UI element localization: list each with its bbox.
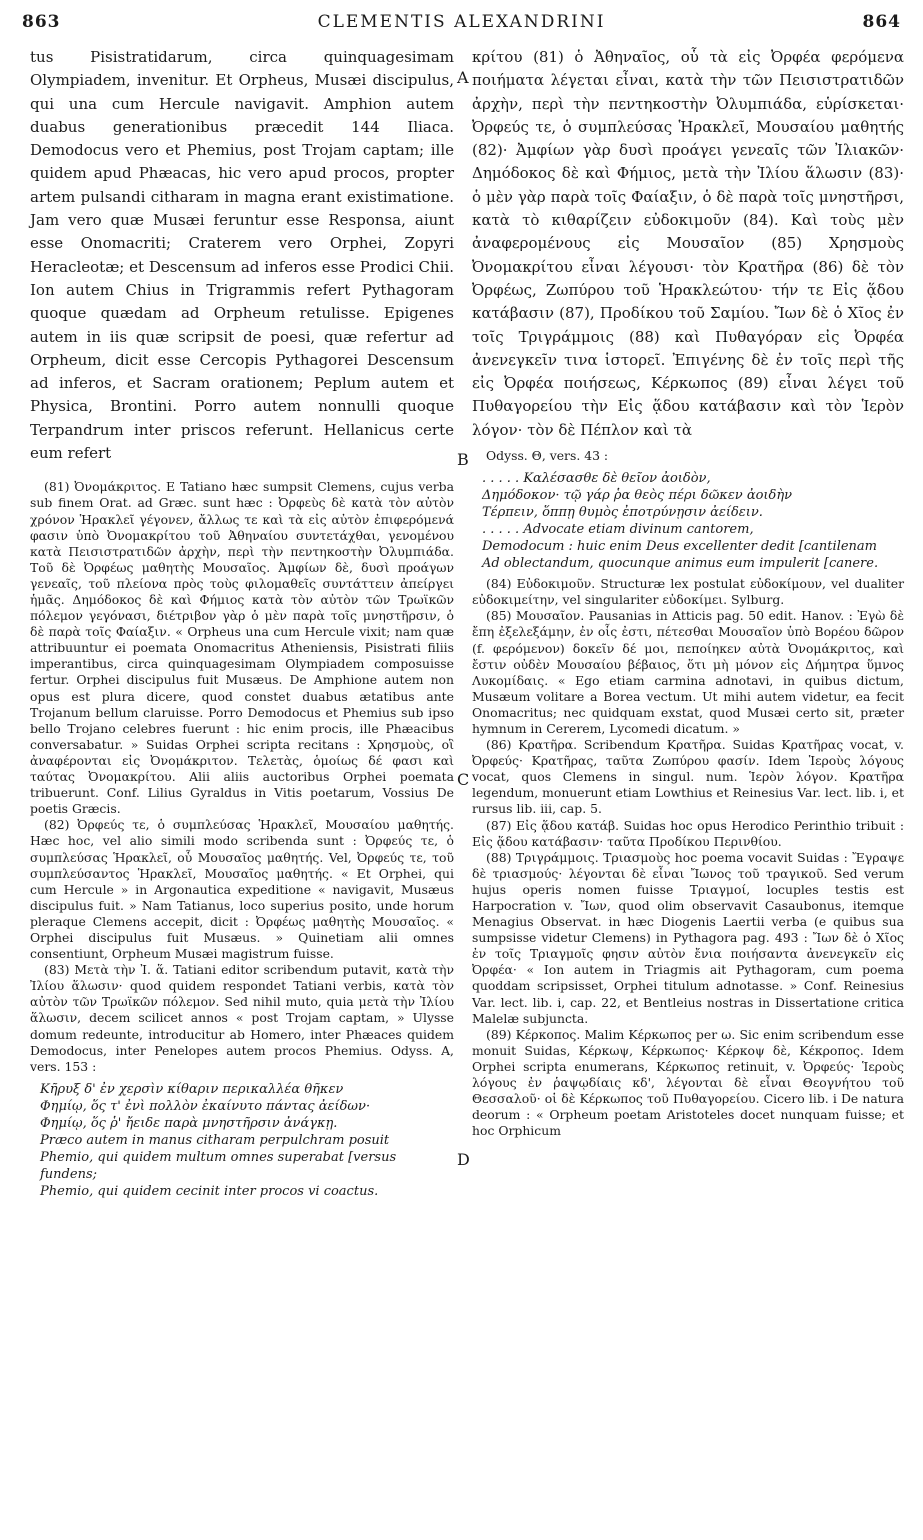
quote-line: Phemio, qui quidem cecinit inter procos vi coactus.	[40, 1183, 379, 1199]
left-column	[30, 46, 454, 1204]
quote-line: Φημίῳ, ὅς τ' ἐνὶ πολλὸν ἐκαίνυτο πάντας ἀείδων·	[40, 1098, 371, 1114]
quote-line: Φημίῳ, ὅς ῥ' ἤειδε παρὰ μνηστῆρσιν ἀνάγκῃ.	[40, 1115, 338, 1131]
footnote-84: (84) Εὐδοκιμοῦν. Structuræ lex postulat εὐδοκίμουν, vel dualiter εὐδοκιμείτην, vel singulariter εὐδοκίμει. Sylburg.	[472, 576, 904, 608]
footnote-83-continued: Odyss. Θ, vers. 43 :	[486, 448, 609, 464]
page-header	[0, 0, 923, 40]
homer-quote-odyssey-th	[482, 470, 904, 572]
footnote-88: (88) Τριγράμμοις. Τριασμοὺς hoc poema vocavit Suidas : Ἔγραψε δὲ τριασμούς· λέγονται δὲ εἶναι Ἴωνος τοῦ τραγικοῦ. Sed verum hujus operis nomen fuisse Τριαγμοί, locuples testis est Harpocration v. Ἴων, quod olim observavit Casaubonus, itemque Menagius Observat. in hæc Diogenis Laertii verba (e quibus sua sumpsisse videtur Clemens) in Pythagora pag. 493 : Ἴων δὲ ὁ Χῖος ἐν τοῖς Τριαγμοῖς φησιν αὐτὸν ἔνια ποιήσαντα ἀνενεγκεῖν εἰς Ὀρφέα· « Ion autem in Triagmis ait Pythagoram, cum poema quoddam scripsisset, Orphei titulum adnotasse. » Conf. Reinesius Var. lect. lib. i, cap. 22, et Bentleius nostras in Dissertatione critica Malelæ subjuncta.	[472, 849, 904, 1026]
footnote-86: (86) Κρατῆρα. Scribendum Κρατῆρα. Suidas Κρατῆρας vocat, v. Ὀρφεύς· Κρατῆρας, ταῦτα Ζωπύρου φασίν. Idem Ἱεροὺς λόγους vocat, quos Clemens in singul. num. Ἱερὸν λόγον. Κρατῆρα legendum, monuerunt etiam Lowthius et Reinesius Var. lect. lib. i, et rursus lib. iii, cap. 5.	[472, 737, 904, 817]
page-number-left: 863	[22, 12, 61, 32]
quote-line: Præco autem in manus citharam perpulchram posuit	[40, 1132, 390, 1148]
left-footnotes	[30, 479, 454, 1199]
margin-letter-b: B	[457, 450, 469, 469]
quote-line: Τέρπειν, ὅππῃ θυμὸς ἐποτρύνῃσιν ἀείδειν.	[482, 505, 763, 521]
footnote-82: (82) Ὀρφεύς τε, ὁ συμπλεύσας Ἡρακλεῖ, Μουσαίου μαθητής. Hæc hoc, vel alio simili modo scribenda sunt : Ὀρφεύς τε, ὁ συμπλεύσας Ἡρακλεῖ, οὗ Μουσαῖος μαθητής. Vel, Ὀρφεύς τε, τοῦ συμπλεύσαντος Ἡρακλεῖ, Μουσαῖος μαθητής. « Et Orphei, qui cum Hercule » in Argonautica expeditione « navigavit, Musæus discipulus fuit. » Nam Tatianus, loco superius posito, unde horum pleraque Clemens accepit, dicit : Ὀρφέως μαθητὴς Μουσαῖος. « Orphei discipulus fuit Musæus. » Quinetiam alii omnes consentiunt, Orpheum Musæi magistrum fuisse.	[30, 817, 454, 962]
footnote-87: (87) Εἰς ᾅδου κατάβ. Suidas hoc opus Herodico Perinthio tribuit : Εἰς ᾅδου κατάβασιν· ταῦτα Προδίκου Περινθίου.	[472, 817, 904, 849]
greek-main-text: κρίτου (81) ὁ Ἀθηναῖος, οὗ τὰ εἰς Ὀρφέα φερόμενα ποιήματα λέγεται εἶναι, κατὰ τὴν τῶν Πεισιστρατιδῶν ἀρχὴν, περὶ τὴν πεντηκοστὴν Ὀλυμπιάδα, εὑρίσκεται· Ὀρφεύς τε, ὁ συμπλεύσας Ἡρακλεῖ, Μουσαίου μαθητής (82)· Ἀμφίων γὰρ δυσὶ προάγει γενεαῖς τῶν Ἰλιακῶν· Δημόδοκος δὲ καὶ Φήμιος, μετὰ τὴν Ἰλίου ἅλωσιν (83)· ὁ μὲν γὰρ παρὰ τοῖς Φαίαξιν, ὁ δὲ παρὰ τοῖς μνηστῆρσι, κατὰ τὸ κιθαρίζειν εὐδοκιμοῦν (84). Καὶ τοὺς μὲν ἀναφερομένους εἰς Μουσαῖον (85) Χρησμοὺς Ὀνομακρίτου εἶναι λέγουσι· τὸν Κρατῆρα (86) δὲ τὸν Ὀρφέως, Ζωπύρου τοῦ Ἡρακλεώτου· τήν τε Εἰς ᾅδου κατάβασιν (87), Προδίκου τοῦ Σαμίου. Ἴων δὲ ὁ Χῖος ἐν τοῖς Τριγράμμοις (88) καὶ Πυθαγόραν εἰς Ὀρφέα ἀνενεγκεῖν τινα ἱστορεῖ. Ἐπιγένης δὲ ἐν τοῖς περὶ τῆς εἰς Ὀρφέα ποιήσεως, Κέρκωπος (89) εἶναι λέγει τοῦ Πυθαγορείου τὴν Εἰς ᾅδου κατάβασιν καὶ τὸν Ἱερὸν λόγον· τὸν δὲ Πέπλον καὶ τὰ	[472, 48, 904, 439]
homer-quote-odyssey-a	[40, 1081, 454, 1200]
running-title: CLEMENTIS ALEXANDRINI	[317, 12, 606, 32]
latin-main-text: tus Pisistratidarum, circa quinquagesimam Olympiadem, invenitur. Et Orpheus, Musæi discipulus, qui una cum Hercule navigavit. Amphion autem duabus generationibus præcedit 144 Iliaca. Demodocus vero et Phemius, post Trojam captam; ille quidem apud Phæacas, hic vero apud procos, propter artem pulsandi citharam in magna erant existimatione. Jam vero quæ Musæi feruntur esse Responsa, aiunt esse Onomacriti; Craterem vero Orphei, Zopyri Heracleotæ; et Descensum ad inferos esse Prodici Chii. Ion autem Chius in Trigrammis refert Pythagoram quoque quædam ad Orpheum retulisse. Epigenes autem in iis quæ scripsit de poesi, quæ refertur ad Orpheum, dicit esse Cercopis Pythagorei Descensum ad inferos, et Sacram orationem; Peplum autem et Physica, Brontini. Porro autem nonnulli quoque Terpandrum inter priscos referunt. Hellanicus certe eum refert	[30, 48, 454, 463]
footnote-89: (89) Κέρκοπος. Malim Κέρκωπος per ω. Sic enim scribendum esse monuit Suidas, Κέρκωψ, Κέρκωπος· Κέρκοψ δὲ, Κέκροπος. Idem Orphei scripta enumerans, Κέρκωπος retinuit, v. Ὀρφεύς· Ἱεροὺς λόγους ἐν ῥαψῳδίαις κδ', λέγονται δὲ εἶναι Θεογνήτου τοῦ Θεσσαλοῦ· οἱ δὲ Κέρκωπος τοῦ Πυθαγορείου. Cicero lib. i De natura deorum : « Orpheum poetam Aristoteles docet nunquam fuisse; et hoc Orphicum	[472, 1026, 904, 1139]
footnote-81: (81) Ὀνομάκριτος. E Tatiano hæc sumpsit Clemens, cujus verba sub finem Orat. ad Græc. sunt hæc : Ὀρφεὺς δὲ κατὰ τὸν αὐτὸν χρόνον Ἡρακλεῖ γέγονεν, ἄλλως τε καὶ τὰ εἰς αὐτὸν ἐπιφερόμενά φασιν ὑπὸ Ὀνομακρίτου τοῦ Ἀθηναίου συντετάχθαι, γενομένου κατὰ Πεισιστρατιδῶν ἀρχὴν, περὶ τὴν πεντηκοστὴν Ὀλυμπιάδα. Τοῦ δὲ Ὀρφέως μαθητὴς Μουσαῖος. Ἀμφίων δὲ, δυσὶ προάγων γενεαῖς, τοῦ πλείονα πρὸς τοὺς φιλομαθεῖς συντάττειν ἀπείργει ἡμᾶς. Δημόδοκος δὲ καὶ Φήμιος κατὰ τὸν αὐτὸν τῶν Τρωϊκῶν πόλεμον γεγόνασι, διέτριβον γὰρ ὁ μὲν παρὰ τοῖς μνηστῆρσιν, ὁ δὲ παρὰ τοῖς Φαίαξιν. « Orpheus una cum Hercule vixit; nam quæ attribuuntur ei poemata Onomacritus Atheniensis, Pisistrati filiis imperantibus, circa quinquagesimam Olympiadem composuisse fertur. Orphei discipulus fuit Musæus. De Amphione autem non opus est plura dicere, quod constet duabus ætatibus ante Trojanum bellum claruisse. Porro Demodocus et Phemius sub ipso bello Trojano celebres fuerunt : hic enim procis, ille Phæacibus conversabatur. » Suidas Orphei scripta recitans : Χρησμοὺς, οἳ ἀναφέρονται εἰς Ὀνομάκριτον. Τελετὰς, ὁμοίως δέ φασι καὶ ταύτας Ὀνομακρίτου. Alii aliis auctoribus Orphei poemata tribuerunt. Conf. Lilius Gyraldus in Vitis poetarum, Vossius De poetis Græcis.	[30, 479, 454, 817]
margin-letter-c: C	[457, 770, 470, 789]
margin-letter-a: A	[457, 68, 469, 87]
quote-line: Κῆρυξ δ' ἐν χερσὶν κίθαριν περικαλλέα θῆκεν	[40, 1081, 344, 1097]
quote-line: . . . . . Καλέσασθε δὲ θεῖον ἀοιδὸν,	[482, 471, 711, 487]
footnote-83: (83) Μετὰ τὴν Ἰ. ἅ. Tatiani editor scribendum putavit, κατὰ τὴν Ἰλίου ἅλωσιν· quod quidem respondet Tatiani verbis, κατὰ τὸν αὐτὸν τῶν Τρωϊκῶν πόλεμον. Sed nihil muto, quia μετὰ τὴν Ἰλίου ἅλωσιν, decem scilicet annos « post Trojam captam, » Ulysse domum redeunte, introducitur ab Homero, inter Phæaces quidem Demodocus, inter Penelopes autem procos Phemius. Odyss. Α, vers. 153 :	[30, 962, 454, 1074]
right-column	[472, 46, 904, 1139]
quote-line: Ad oblectandum, quocunque animus eum impulerit [canere.	[482, 556, 879, 572]
page-number-right: 864	[862, 12, 901, 32]
right-footnotes	[472, 448, 904, 1139]
margin-letter-d: D	[457, 1150, 470, 1169]
quote-line: Demodocum : huic enim Deus excellenter dedit [cantilenam	[482, 539, 877, 555]
quote-line: . . . . . Advocate etiam divinum cantorem,	[482, 522, 754, 538]
footnote-85: (85) Μουσαῖον. Pausanias in Atticis pag. 50 edit. Hanov. : Ἐγὼ δὲ ἔπη ἐξελεξάμην, ἐν οἷς ἐστι, πέτεσθαι Μουσαῖον ὑπὸ Βορέου δῶρον (f. φερόμενον) δοκεῖν δέ μοι, πεποίηκεν αὐτὰ Ὀνομάκριτος, καὶ ἔστιν οὐδὲν Μουσαίου βέβαιος, ὅτι μὴ μόνον εἰς Δήμητρα ὕμνος Λυκομίδαις. « Ego etiam carmina adnotavi, in quibus dictum, Musæum volitare a Borea vectum. Ut mihi autem videtur, ea fecit Onomacritus; nec quidquam exstat, quod Musæi certo sit, præter hymnum in Cererem, Lycomedi dicatum. »	[472, 608, 904, 736]
quote-line: Phemio, qui quidem multum omnes superabat [versus fundens;	[40, 1149, 397, 1182]
quote-line: Δημόδοκον· τῷ γάρ ῥα θεὸς πέρι δῶκεν ἀοιδὴν	[482, 488, 793, 504]
